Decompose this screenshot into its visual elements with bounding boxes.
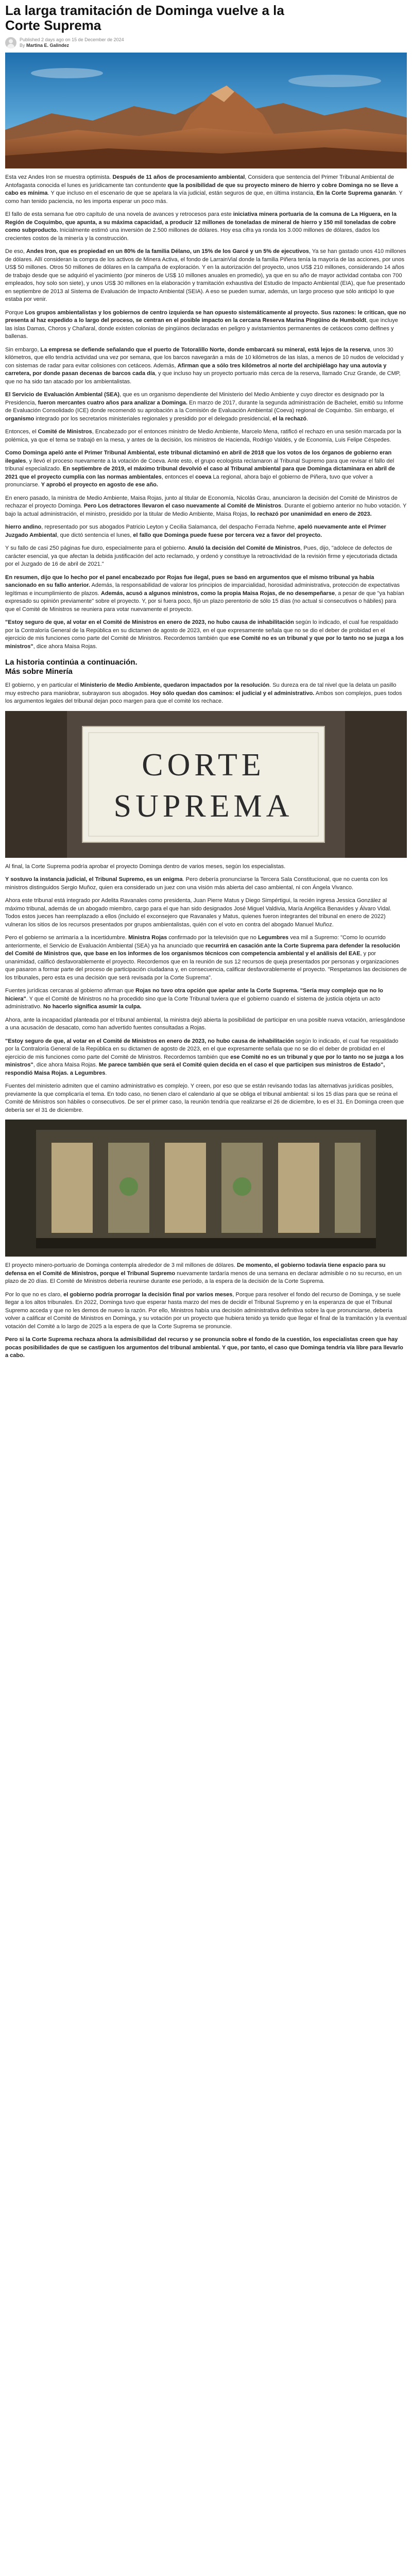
article-paragraph (5, 309, 407, 341)
article-paragraph (5, 987, 407, 1011)
bold-text-segment: ese Comité no es un tribunal y que por lo tanto no se juzga a los ministros" (5, 635, 404, 650)
text-segment: , Porque para resolver el fondo del recurso de Dominga, y se suele llegar a los altos tribunales. En 2022, Dominga tuvo que esperar hasta marzo del mes de decidir el Tribunal Supremo y en la esperanza de que el Tribunal Supremo acceda y que no les demos de nuevo la razón. Por ello, Ministros había una decisión administrativa definitiva sobre la que pronunciarse, debería volver a calificar el Comité de Ministros en Dominga, y su votación por un proyecto que hubiera tenido ya tenido que llegar el final de la tramitación y la eventual votación del Comité a lo largo de 2025 a la espera de que la Corte Suprema se pronuncie. (5, 1291, 407, 1330)
article-paragraph (5, 1336, 407, 1360)
bold-text-segment: hierro andino (5, 524, 42, 530)
text-segment: El fallo de esta semana fue otro capítulo de una novela de avances y retrocesos para este (5, 211, 233, 217)
closing-paragraphs (5, 1262, 407, 1360)
article-paragraph (5, 211, 407, 243)
bold-text-segment: apeló nuevamente ante el Primer Juzgado Ambiental (5, 524, 386, 538)
article-paragraph (5, 174, 407, 206)
bold-text-segment: "Estoy seguro de que, al votar en el Comité de Ministros en enero de 2023, no hubo causa de inhabilitación (5, 619, 294, 625)
text-segment: Inicialmente estimó una inversión de 2.500 millones de dólares. Hoy esa cifra ya ronda los 3.000 millones de dólares, dados los crecientes costos de la minería y la construcción. (5, 227, 380, 242)
bold-text-segment: En resumen, dijo que lo hecho por el panel encabezado por Rojas fue ilegal, pues se basó en argumentos que el mismo tribunal ya había sancionado en su fallo anterior. (5, 574, 374, 588)
text-segment: , dice ahora Maisa Rojas. (33, 643, 97, 650)
bold-text-segment: Y sostuvo la instancia judicial, el Tribunal Supremo, es un enigma (5, 876, 183, 883)
text-segment: Ahora, ante la incapacidad planteada por el tribunal ambiental, la ministra dejó abierta la posibilidad de participar en una posible nueva votación, arriesgándose a una acusación de desacato, como han advertido fuentes consultadas a Rojas. (5, 1016, 405, 1031)
bold-text-segment: Y aprobó el proyecto en agosto de ese año. (41, 482, 158, 488)
text-segment: confirmado por la televisión que no (167, 935, 258, 941)
byline (20, 43, 124, 48)
text-segment: . Durante el gobierno anterior no hubo votación. Y bajo la actual administración, el ministro, presidido por la titular de Medio Ambiente, Maisa Rojas, (5, 503, 407, 517)
bold-text-segment: Ministra Rojas (128, 935, 167, 941)
meta-lines (20, 37, 124, 48)
bold-text-segment: lo rechazó por unanimidad en enero de 2023. (250, 511, 372, 517)
bold-text-segment: Como Dominga apeló ante el Primer Tribunal Ambiental, este tribunal dictaminó en abril de 2018 que los votos de los órganos de gobierno eran ilegales (5, 450, 392, 464)
article-paragraph (5, 619, 407, 651)
corte-suprema-photo (5, 711, 407, 858)
text-segment: . (105, 1070, 107, 1076)
bold-text-segment: De momento, el gobierno todavía tiene espacio para su defensa en el Comité de Ministros, porque el Tribunal Supremo (5, 1262, 386, 1277)
text-segment: Al final, la Corte Suprema podría aprobar el proyecto Dominga dentro de varios meses, según los especialistas. (5, 863, 286, 870)
article-paragraph (5, 934, 407, 982)
text-segment: Sin embargo, (5, 346, 41, 353)
government-paragraph (5, 682, 407, 706)
text-segment: . Pero debería pronunciarse la Tercera Sala Constitucional, que no cuenta con los ministros distinguidos Sergio Muñoz, quien era considerado un juez con una visión más abierta del caso ambiental, ni con Ángela Vivanco. (5, 876, 388, 891)
text-segment: , Ya se han gastado unos 410 millones de dólares. Allí consideran la compra de los activos de Minera Activa, el fondo de LarrainVial donde la familia Piñera tenía la mayoría de las acciones, por unos US$ 50 millones. Otros 50 millones de dólares en la campaña de exploración. Y en la autorización del proyecto, unos US$ 210 millones, considerando 14 años de trabajo desde que se adquirió el yacimiento (por mineros de US$ 10 millones anuales en promedio), ya que en su año de mayor actividad contaba con 700 empleados, hoy solo son siete), y unos US$ 30 millones en la elaboración y tramitación exhaustiva del Estudio de Impacto Ambiental (EIA), que fue presentado en septiembre de 2013 al Sistema de Evaluación de Impacto Ambiental (SEIA). A eso se pueden sumar, además, un largo proceso que sólo anticipó lo que estaba por venir. (5, 248, 406, 302)
text-segment: según lo indicado, el cual fue respaldado por la Contraloría General de la República en su dictamen de agosto de 2023, en el que expresamente señala que no se dio el deber de probidad en el ejercicio de mis funciones como parte del Comité de Ministros. Recordemos también que (5, 619, 399, 641)
bold-text-segment: el la rechazó (272, 415, 307, 422)
text-segment: , y llevó el proceso nuevamente a la votación de Coeva. Ante esto, el grupo ecologista reclamaron al Tribunal Supremo para que revisar el fallo del tribunal especializado. (5, 457, 394, 472)
bold-text-segment: Afirman que a sólo tres kilómetros al norte del archipiélago hay una autovía y carretera, por donde pasan decenas de barcos cada día (5, 362, 387, 377)
article-paragraph (5, 682, 407, 706)
article-paragraph (5, 428, 407, 444)
text-segment: Y su fallo de casi 250 páginas fue duro, especialmente para el gobierno. (5, 545, 188, 551)
bold-text-segment: No hacerlo significa asumir la culpa. (43, 1004, 142, 1010)
text-segment: Pero el gobierno se arrimaría a la incertidumbre. (5, 935, 129, 941)
bold-text-segment: Pero si la Corte Suprema rechaza ahora la admisibilidad del recurso y se pronuncia sobre el fondo de la cuestión, los especialistas creen que hay pocas posibilidades de que se castiguen los argumentos del tribunal ambiental. Y que, por tanto, el caso que Dominga tendría vía libre para llevarlo a cabo. (5, 1336, 403, 1359)
text-segment: , representado por sus abogados Patricio Leyton y Cecilia Salamanca, del despacho Ferrada Nehme, (41, 524, 298, 530)
bold-text-segment: La empresa se defiende señalando que el puerto de Totoralillo Norte, donde embarcará su mineral, está lejos de la reserva (40, 346, 370, 353)
bold-text-segment: Los grupos ambientalistas y los gobiernos de centro izquierda se han opuesto sistemáticamente al proyecto. Sus razones: le critican, que no presenta al haz expedido a lo largo del proceso, se centran en el posible impacto en la cercana Reserva Marina Pingüino de Humboldt (5, 309, 406, 324)
intro-paragraphs (5, 174, 407, 651)
text-segment: Ambos son complejos, pues todos los argumentos legales del tribunal dejan poco margen para que el comité los rechace. (5, 690, 402, 704)
byline-prefix: By (20, 43, 25, 48)
ministerio-medio-ambiente-photo (5, 1120, 407, 1257)
article-paragraph (5, 1262, 407, 1286)
bold-text-segment: Pero Los detractores llevaron el caso nuevamente al Comité de Ministros (83, 503, 282, 509)
text-segment: , Encabezado por el entonces ministro de Medio Ambiente, Marcelo Mena, ratificó el rechazo en una sesión marcada por la polémica, ya que el tema se trabajó en la mesa, y antes de la decisión, los ministros de Hacienda, Rodrigo Valdés, y de Economía, Luis Felipe Céspedes. (5, 429, 402, 443)
bold-text-segment: Comité de Ministros (38, 429, 92, 435)
bold-text-segment: ese Comité no es un tribunal y que por lo tanto no se juzga a los ministros" (5, 1054, 404, 1068)
bold-text-segment: el fallo que Dominga puede fuese por tercera vez a favor del proyecto. (133, 532, 322, 538)
bold-text-segment: coeva (195, 473, 212, 480)
text-segment: , que incluye las islas Damas, Choros y Chañaral, donde existen colonias de pingüinos declaradas en peligro y avistamientos permanentes de cetáceos como delfines y ballenas. (5, 317, 398, 340)
bold-text-segment: Dominga (307, 466, 332, 472)
bold-text-segment: En septiembre de 2019, el máximo tribunal devolvió el caso al Tribunal ambiental para que (62, 466, 307, 472)
text-segment: , Pues, dijo, "adolece de defectos de carácter esencial, ya que afectan la debida justificación del acto reclamado, y ordenó y constituye la retroactividad de la revisión firme y ejecutoriada dictada por el Juzgado de 16 de abril de 2021." (5, 545, 398, 567)
text-segment: En enero pasado, la ministra de Medio Ambiente, Maisa Rojas, junto al titular de Economía, Nicolás Grau, anunciaron la decisión del Comité de Ministros de rechazar el proyecto Dominga. (5, 495, 398, 509)
text-segment: , unos 30 kilómetros, que ello tendría actividad una vez por semana, que los barcos navegarán a más de 10 kilómetros de las islas, a menos de 10 nudos de velocidad y con sistemas de radar para evitar colisiones con cetáceos. Además, (5, 346, 404, 369)
bold-text-segment: Andes Iron, que es propiedad en un 80% de la familia Délano, un 15% de los Garcé y un 5% de ejecutivos (26, 248, 309, 255)
article-meta (5, 37, 407, 48)
text-segment: . Y que el Comité de Ministros no ha procedido sino que la Corte Tribunal tuviera que el gobierno cuando el sistema de justicia objeta un acto administrativo. (5, 995, 381, 1010)
bold-text-segment: el gobierno podría prorrogar la decisión final por varios meses (63, 1291, 233, 1298)
text-segment: , y por unanimidad, calificó desfavorablemente el proyecto. Recordemos que en la reunión de sus 12 recursos de queja presentados por personas y organizaciones que pasaron a formar parte del proceso de participación ciudadana y, en consecuencia, calificar desfavorablemente el proyecto. "Respetamos las decisiones de los tribunales, pero esta es una decisión que será revisada por la Corte Suprema". (5, 951, 407, 981)
text-segment: , entonces el (161, 473, 196, 480)
more-on-mining-heading[interactable]: Más sobre Minería (5, 667, 73, 676)
published-date: Published 2 days ago on 15 de December de 2024 (20, 37, 124, 42)
text-segment: Además, la responsabilidad de valorar los principios de imparcialidad, horosidad administrativa, protección de expectativas legítimas e incumplimiento de plazos. (5, 582, 400, 597)
text-segment: integrado por los secretarios ministeriales regionales y presidido por el delegado presidencial, (34, 415, 273, 422)
text-segment: , Considera que sentencia del Primer Tribunal Ambiental de Antofagasta conocida el lunes es jurídicamente tan contundente (5, 174, 394, 189)
text-segment: nuevamente tardaría menos de una semana en declarar admisible o no su recurso, en un plazo de 20 días. El Comité de Ministros debería reunirse durante ese período, a la espera de la decisión de la Corte Suprema. (5, 1270, 402, 1284)
article-paragraph (5, 897, 407, 929)
bold-text-segment: Anuló la decisión del Comité de Ministros (188, 545, 301, 551)
bold-text-segment: recurrirá en casación ante la Corte Suprema para defender la resolución del Comité de Ministros que, que base en los informes de los organismos técnicos con competencia ambiental y el análisis del EAE (5, 942, 400, 957)
author-link[interactable]: Martina E. Galindez (26, 43, 70, 48)
after-court-paragraphs (5, 863, 407, 1115)
article-paragraph (5, 1016, 407, 1032)
text-segment: , y que incluso hay un proyecto portuario más cerca de la reserva, llamado Cruz Grande, de CMP, que no ha sido tan atacado por los ambientalistas. (5, 370, 401, 385)
text-segment: . Su dureza era de tal nivel que la delata un pasillo muy estrecho para maniobrar, subrayaron sus abogados. (5, 682, 397, 697)
bold-text-segment: Después de 11 años de procesamiento ambiental (112, 174, 245, 180)
article-title: La larga tramitación de Dominga vuelve a la Corte Suprema (5, 3, 284, 33)
bold-text-segment: iniciativa minera portuaria de la comuna de La Higuera, en la Región de Coquimbo, que apunta, a su máxima capacidad, a producir 12 millones de toneladas de mineral de hierro y 150 mil toneladas de cobre como subproducto. (5, 211, 397, 233)
bold-text-segment: Rojas no tuvo otra opción que apelar ante la Corte Suprema. "Sería muy complejo que no lo hiciera" (5, 988, 383, 1002)
plaque-line-2: SUPREMA (113, 788, 294, 824)
bold-text-segment: Hoy sólo quedan dos caminos: el judicial y el administrativo. (150, 690, 315, 697)
bold-text-segment: fueron mercantes cuatro años para analizar a Dominga. (38, 399, 187, 406)
article-paragraph (5, 248, 407, 304)
text-segment: De eso, (5, 248, 26, 255)
text-segment: . (306, 415, 308, 422)
text-segment: Por lo que no es claro, (5, 1291, 64, 1298)
bold-text-segment: organismo (5, 415, 35, 422)
plaque-line-1: CORTE (142, 747, 265, 783)
article-paragraph (5, 876, 407, 892)
article-paragraph (5, 495, 407, 519)
article-paragraph (5, 863, 407, 871)
text-segment: , dice ahora Maisa Rojas. (33, 1062, 99, 1068)
text-segment: Esta vez Andes Iron se muestra optimista. (5, 174, 113, 180)
text-segment: , a pesar de que "ya habían expresado su opinión previamente" sobre el proyecto. Y, por si fuera poco, fijó un plazo perentorio de sólo 15 días (no actual si consecutivos o hábiles) para que el Comité de Ministros se reuniera para votar nuevamente el proyecto. (5, 590, 404, 613)
bold-text-segment: Me parece también que será el Comité quien decida en el caso el que participen sus ministros de Estado", respondió Maisa Rojas. (5, 1062, 385, 1076)
text-segment: , que es un organismo dependiente del Ministerio del Medio Ambiente y cuyo director es designado por la Presidencia, (5, 392, 384, 406)
building-facade-icon (36, 1130, 376, 1248)
author-avatar-icon[interactable] (5, 37, 16, 48)
article-paragraph (5, 1082, 407, 1114)
bold-text-segment: Legumbres (258, 935, 289, 941)
text-segment: , que dictó sentencia el lunes, (57, 532, 133, 538)
article-paragraph (5, 1038, 407, 1078)
bold-text-segment: "Estoy seguro de que, al votar en el Comité de Ministros en enero de 2023, no hubo causa de inhabilitación (5, 1038, 294, 1044)
text-segment: Porque (5, 309, 25, 316)
bold-text-segment: que la posibilidad de que su proyecto minero de hierro y cobre Dominga no se lleve a cabo es mínima (5, 182, 398, 196)
article-paragraph (5, 574, 407, 614)
story-continues-heading: La historia continúa a continuación. (5, 658, 138, 667)
text-segment: . Y como han tenido paciencia, no les importa esperar un poco más. (5, 190, 403, 205)
bold-text-segment: dictaminara en abril de 2021 que el proyecto cumplía con las normas ambientales (5, 466, 395, 480)
bold-text-segment: Ministerio de Medio Ambiente, quedaron impactados por la resolución (80, 682, 270, 688)
text-segment: Fuentes jurídicas cercanas al gobierno afirman que (5, 988, 136, 994)
text-segment: En marzo de 2017, durante la segunda administración de Bachelet, emitió su Informe de Evaluación Consolidado (ICE) donde recomendó su aprobación a la Comisión de Evaluación Ambiental (Coeva) regional de Coquimbo. Sin embargo, el (5, 399, 403, 414)
text-segment: El gobierno, y en particular el (5, 682, 80, 688)
bold-text-segment: Además, acusó a algunos ministros, como la propia Maisa Rojas, de no desempeñarse (100, 590, 335, 597)
article-paragraph (5, 391, 407, 423)
article-paragraph (5, 545, 407, 569)
text-segment: Ahora este tribunal está integrado por Adelita Ravanales como presidenta, Juan Pierre Matus y Diego Simpértigui, la recién ingresa Jessica González al máximo tribunal, además de un abogado miembro, cargo para el que han sido designados José Miguel Valdivia, María Angélica Benavides y Álvaro Vidal. Todos estos jueces han reemplazado a ellos (incluido el exconsejero que Ravanales y Matus, quienes fueron integrantes del tribunal en enero de 2022) vulneran los sitios de los recursos presentados por grupos ambientalistas, quién con el voto en contra del abogado Manuel Muñoz. (5, 897, 391, 928)
text-segment: La regional, ahora bajo el gobierno de Piñera, tuvo que volver a pronunciarse. (5, 473, 373, 488)
text-segment: Entonces, el (5, 429, 38, 435)
bold-text-segment: En la Corte Suprema ganarán (316, 190, 396, 196)
text-segment: vea mil a Supremo: "Como lo ocurrido anteriormente, el Servicio de Evaluación Ambiental (SEA) ya ha anunciado que (5, 935, 386, 949)
article-paragraph (5, 449, 407, 489)
article-paragraph (5, 346, 407, 386)
text-segment: Fuentes del ministerio admiten que el camino administrativo es complejo. Y creen, por eso que se están revisando todas las alternativas jurídicas posibles, previamente la que complicaría el tema. En todo caso, no tienen claro el calendario al que se obliga el tribunal ambiental: si los 15 días para que se reúna el Comité de Ministros son hábiles o consecutivos. De ser el primer caso, la reunión tendría que realizarse el 26 de diciembre, lo es el 31. En Dominga creen que debería ser el 31 de diciembre. (5, 1083, 404, 1113)
text-segment: . Y que incluso en el escenario de que se apelara la vía judicial, están seguros de que, en última instancia, (47, 190, 317, 196)
text-segment: según lo indicado, el cual fue respaldado por la Contraloría General de la República en su dictamen de agosto de 2023, en el que expresamente señala que no se dio el deber de probidad en el ejercicio de mis funciones como parte del Comité de Ministros. Recordemos también que (5, 1038, 399, 1060)
desert-mountains-image (5, 53, 407, 168)
bold-text-segment: a Legumbres (70, 1070, 106, 1076)
article-paragraph (5, 1291, 407, 1331)
article-paragraph (5, 523, 407, 539)
bold-text-segment: El Servicio de Evaluación Ambiental (SEA) (5, 392, 120, 398)
text-segment: El proyecto minero-portuario de Dominga contempla alrededor de 3 mil millones de dólares. (5, 1262, 237, 1268)
